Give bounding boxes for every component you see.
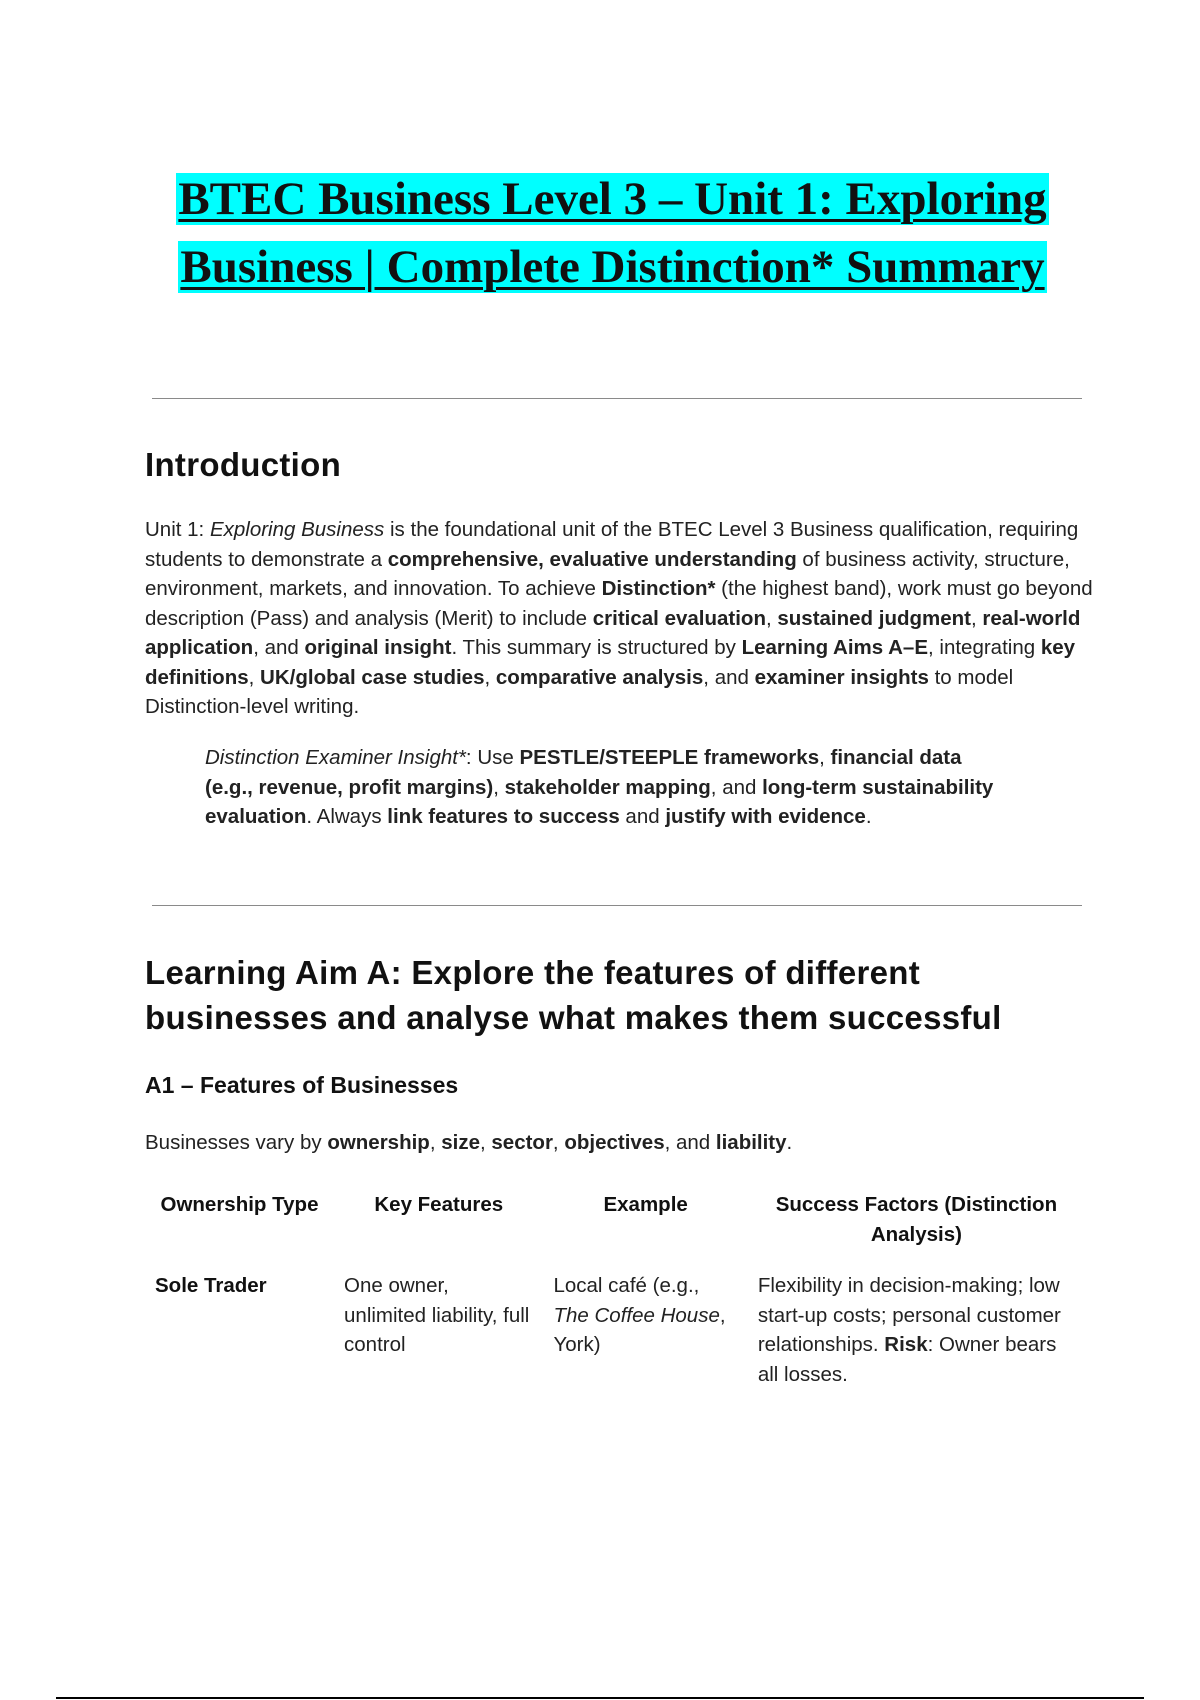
table-row (145, 1265, 1085, 1389)
divider-middle (152, 905, 1082, 906)
introduction-paragraph: Unit 1: Exploring Business is the foundational unit of the BTEC Level 3 Business qualification, requiring students to demonstrate a comprehensive, evaluative understanding of business activity, structure, environment, markets, and innovation. To achieve Distinction* (the highest band), work must go beyond description (Pass) and analysis (Merit) to include critical evaluation, sustained judgment, real-world application, and original insight. This summary is structured by Learning Aims A–E, integrating key definitions, UK/global case studies, comparative analysis, and examiner insights to model Distinction-level writing. (145, 518, 1093, 718)
a1-paragraph: Businesses vary by ownership, size, sector, objectives, and liability. (145, 1131, 793, 1154)
cell-example: Local café (e.g., The Coffee House, York) (553, 1274, 726, 1356)
header-success-factors: Success Factors (Distinction Analysis) (775, 1193, 1058, 1246)
header-example: Example (603, 1193, 688, 1216)
document-title (145, 165, 1080, 301)
table-header-row (145, 1190, 1085, 1265)
title-line-2: Business | Complete Distinction* Summary (180, 241, 1045, 293)
title-line-1: BTEC Business Level 3 – Unit 1: Exploring (178, 173, 1047, 225)
ownership-table (145, 1190, 1085, 1389)
cell-ownership-type: Sole Trader (155, 1274, 267, 1297)
a1-subheading: A1 – Features of Businesses (145, 1072, 459, 1098)
learning-aim-a-heading: Learning Aim A: Explore the features of different businesses and analyse what makes them successful (145, 954, 1002, 1036)
header-key-features: Key Features (374, 1193, 504, 1216)
introduction-heading: Introduction (145, 446, 342, 483)
header-ownership-type: Ownership Type (160, 1193, 319, 1216)
cell-success-factors: Flexibility in decision-making; low start-up costs; personal customer relationships. Risk: Owner bears all losses. (757, 1274, 1061, 1386)
examiner-insight-quote: Distinction Examiner Insight*: Use PESTLE/STEEPLE frameworks, financial data (e.g., revenue, profit margins), stakeholder mapping, and long-term sustainability evaluation. Always link features to success and justify with evidence. (205, 746, 994, 828)
cell-key-features: One owner, unlimited liability, full control (344, 1274, 530, 1356)
page-bottom-border (56, 1697, 1144, 1699)
divider-top (152, 398, 1082, 399)
